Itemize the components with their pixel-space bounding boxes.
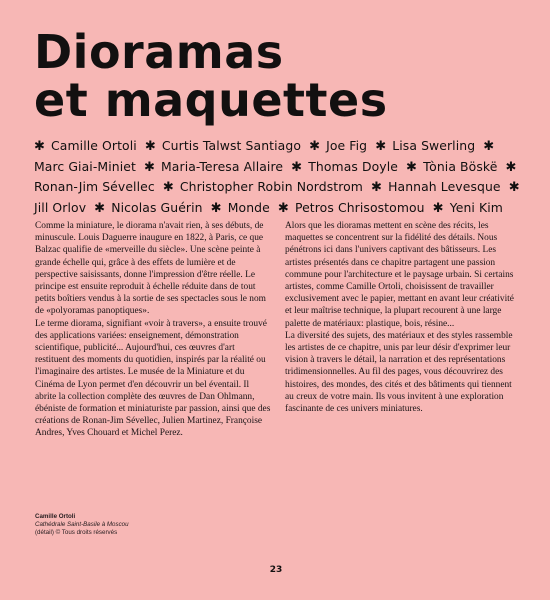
artist-name: Yeni Kim	[449, 199, 503, 215]
image-caption	[35, 513, 235, 537]
artist-name: Nicolas Guérin	[111, 199, 203, 215]
artist-name: Thomas Doyle	[308, 158, 398, 174]
star-separator-icon: ✱	[144, 139, 156, 154]
artist-name: Tònia Böskë	[423, 158, 498, 174]
star-separator-icon: ✱	[309, 139, 321, 154]
artist-name: Christopher Robin Nordstrom	[179, 179, 363, 194]
artist-name: Maria-Teresa Allaire	[161, 158, 284, 174]
star-separator-icon: ✱	[277, 200, 289, 216]
paragraph: Le terme diorama, signifiant «voir à travers», a ensuite trouvé des applications variées: enseignement, démonstration scientifique, publicité... Aujourd'hui, ces œuvres d'art restituent des moments du quotidien, inspirés par la réalité ou l'imaginaire des artistes. Le musée de la Miniature et du Cinéma de Lyon permet d'en découvrir un bel éventail. Il abrite la collection complète des œuvres de Dan Ohlmann, ébéniste de formation et miniaturiste par passion, ainsi que des créations de Ronan-Jim Sévellec, Julien Martinez, Françoise Andres, Yves Chouard et Michel Perez.	[35, 318, 271, 439]
caption-rights: (détail) © Tous droits réservés	[35, 529, 118, 536]
star-separator-icon: ✱	[94, 200, 106, 216]
artist-name: Hannah Levesque	[388, 179, 501, 194]
artist-name: Camille Ortoli	[51, 138, 137, 153]
paragraph: La diversité des sujets, des matériaux et des styles rassemble les artistes de ce chapitre, unis par leur désir d'exprimer leur vision à travers le détail, la narration et des représentations tridimensionnelles. Au fil des pages, vous découvrirez des histoires, des mondes, des cités et des bâtiments qui tiennent au creux de votre main. Ils vous invitent à une exploration fascinante de ces univers miniatures.	[285, 330, 513, 415]
star-separator-icon: ✱	[291, 159, 303, 175]
artist-name: Ronan-Jim Sévellec	[34, 179, 155, 194]
page-number: 23	[269, 565, 283, 575]
title-line-2: et maquettes	[34, 73, 388, 127]
star-separator-icon: ✱	[483, 139, 495, 154]
artist-name: Lisa Swerling	[392, 138, 476, 153]
artist-name: Monde	[227, 199, 270, 215]
star-separator-icon: ✱	[162, 180, 174, 195]
title-line-1: Dioramas	[34, 25, 284, 79]
star-separator-icon: ✱	[406, 159, 418, 175]
artist-list	[34, 136, 524, 218]
star-separator-icon: ✱	[34, 139, 45, 154]
star-separator-icon: ✱	[143, 159, 155, 175]
artist-name: Curtis Talwst Santiago	[161, 138, 302, 153]
caption-artist: Camille Ortoli	[35, 513, 76, 520]
artist-name: Marc Giai-Miniet	[34, 158, 136, 174]
artist-name: Jill Orlov	[34, 199, 87, 215]
left-text-column	[35, 220, 271, 440]
caption-work-title: Cathédrale Saint-Basile à Moscou	[35, 521, 129, 528]
star-separator-icon: ✱	[210, 200, 222, 216]
paragraph: Alors que les dioramas mettent en scène des récits, les maquettes se concentrent sur la fidélité des détails. Nous pénétrons ici dans l'univers captivant des bâtisseurs. Les artistes présentés dans ce chapitre partagent une passion commune pour l'architecture et le paysage urbain. Si certains artistes, comme Camille Ortoli, choisissent de travailler exclusivement avec le papier, mettant en avant leur créativité et leur maîtrise technique, la plupart recourent à une large palette de matériaux: plastique, bois, résine...	[285, 221, 514, 329]
artist-name: Petros Chrisostomou	[294, 199, 425, 215]
artist-name: Joe Fig	[326, 138, 368, 153]
star-separator-icon: ✱	[432, 200, 444, 216]
star-separator-icon: ✱	[508, 180, 520, 195]
star-separator-icon: ✱	[371, 180, 383, 195]
star-separator-icon: ✱	[375, 139, 387, 154]
page-title	[34, 25, 388, 127]
right-text-column	[285, 220, 521, 415]
star-separator-icon: ✱	[505, 159, 517, 175]
paragraph: Comme la miniature, le diorama n'avait rien, à ses débuts, de minuscule. Louis Daguerre inaugure en 1822, à Paris, ce que Balzac qualifie de «merveille du siècle». Une scène peinte à grande échelle qui, grâce à des effets de lumière et de perspective saisissants, donne l'impression d'être réelle. Le principe est ensuite reproduit à échelle réduite dans de tout petits boîtiers vendus à la sortie de ses spectacles sous le nom de «polyoramas panoptiques».	[35, 221, 266, 317]
